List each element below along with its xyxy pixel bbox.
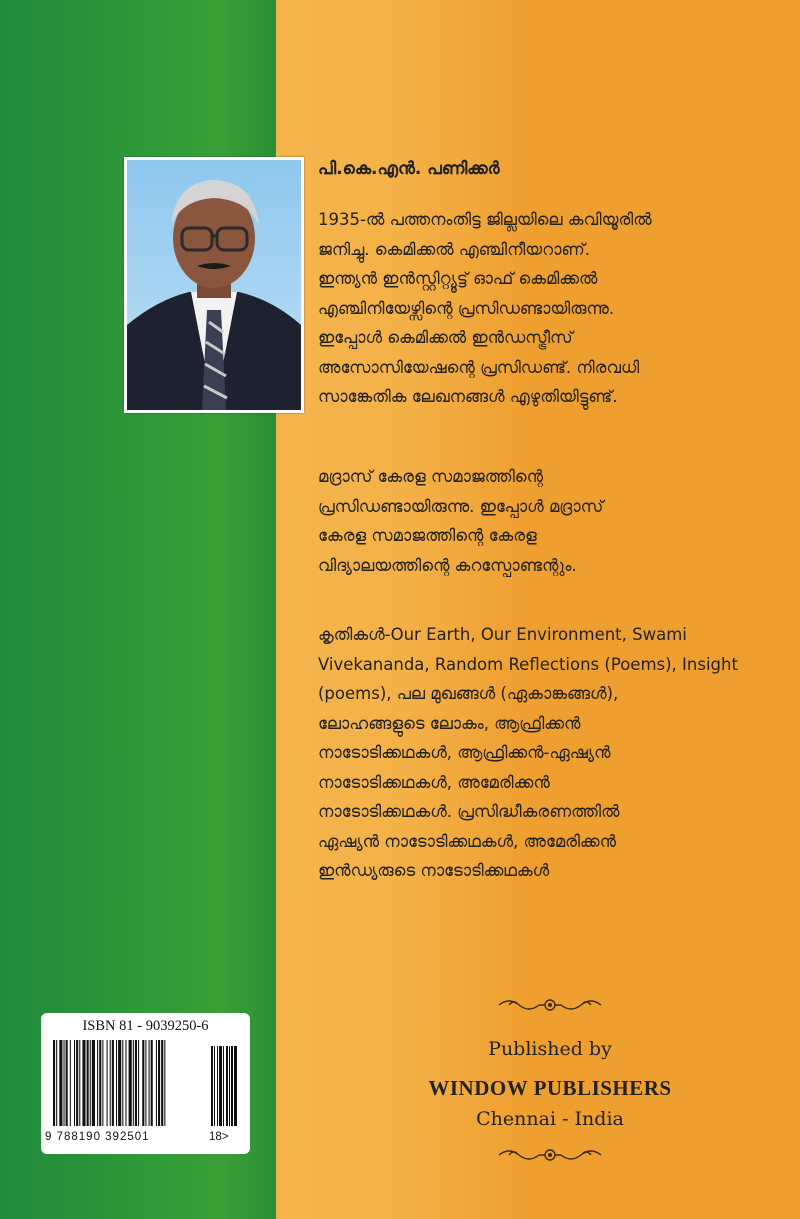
text-line: ജനിച്ചു. കെമിക്കൽ എഞ്ചിനീയറാണ്. (318, 239, 591, 259)
text-line: കേരള സമാജത്തിന്റെ കേരള (318, 526, 537, 545)
ornament-divider-top (495, 994, 605, 1016)
author-portrait-image (127, 160, 301, 410)
text-line: ഇപ്പോൾ കെമിക്കൽ ഇൻഡസ്ട്രീസ് (318, 328, 573, 347)
text-line: എഞ്ചിനിയേഴ്സിന്റെ പ്രസിഡണ്ടായിരുന്നു. (318, 298, 615, 318)
author-name: പി.കെ.എൻ. പണിക്കർ (318, 159, 500, 179)
text-line: പ്രസിഡണ്ടായിരുന്നു. ഇപ്പോൾ മദ്രാസ് (318, 496, 604, 516)
text-line: ഏഷ്യൻ നാടോടിക്കഥകൾ, അമേരിക്കൻ (318, 831, 617, 851)
text-line: വിദ്യാലയത്തിന്റെ കറസ്പോണ്ടന്റും. (318, 555, 577, 575)
biography-paragraph-1 (318, 205, 788, 412)
text-line: സാങ്കേതിക ലേഖനങ്ങൾ എഴുതിയിട്ടുണ്ട്. (318, 387, 618, 406)
text-line: ഇൻഡ്യരുടെ നാടോടിക്കഥകൾ (318, 861, 550, 880)
isbn-barcode-label (41, 1013, 250, 1154)
author-photo (124, 157, 304, 413)
text-line: നാടോടിക്കഥകൾ. പ്രസിദ്ധീകരണത്തിൽ (318, 802, 620, 821)
text-line: ലോഹങ്ങളുടെ ലോകം, ആഫ്രിക്കൻ (318, 713, 581, 733)
works-paragraph (318, 620, 788, 886)
text-line: നാടോടിക്കഥകൾ, ആഫ്രിക്കൻ-ഏഷ്യൻ (318, 743, 611, 762)
text-line: Vivekananda, Random Reflections (Poems), Insight (318, 654, 738, 674)
barcode-image (53, 1040, 238, 1133)
published-by-label: Published by (488, 1038, 612, 1060)
barcode-addon-digits: 18> (209, 1131, 229, 1143)
text-line: ഇന്ത്യൻ ഇൻസ്റ്റിറ്റ്യൂട്ട് ഓഫ് കെമിക്കൽ (318, 269, 598, 288)
publisher-location: Chennai - India (476, 1108, 624, 1130)
text-line: (poems), പല മുഖങ്ങൾ (ഏകാങ്കങ്ങൾ), (318, 684, 619, 703)
publisher-name: WINDOW PUBLISHERS (428, 1076, 672, 1100)
text-line: മദ്രാസ് കേരള സമാജത്തിന്റെ (318, 467, 543, 486)
text-line: നാടോടിക്കഥകൾ, അമേരിക്കൻ (318, 772, 550, 792)
text-line: കൃതികൾ-Our Earth, Our Environment, Swami (318, 625, 687, 644)
biography-paragraph-2 (318, 462, 788, 580)
isbn-number: ISBN 81 - 9039250-6 (82, 1018, 209, 1034)
ornament-divider-bottom (495, 1144, 605, 1166)
barcode-digits: 9 788190 392501 (45, 1131, 150, 1143)
text-line: അസോസിയേഷന്റെ പ്രസിഡണ്ട്. നിരവധി (318, 357, 640, 377)
text-line: 1935-ൽ പത്തനംതിട്ട ജില്ലയിലെ കവിയൂരിൽ (318, 210, 652, 229)
